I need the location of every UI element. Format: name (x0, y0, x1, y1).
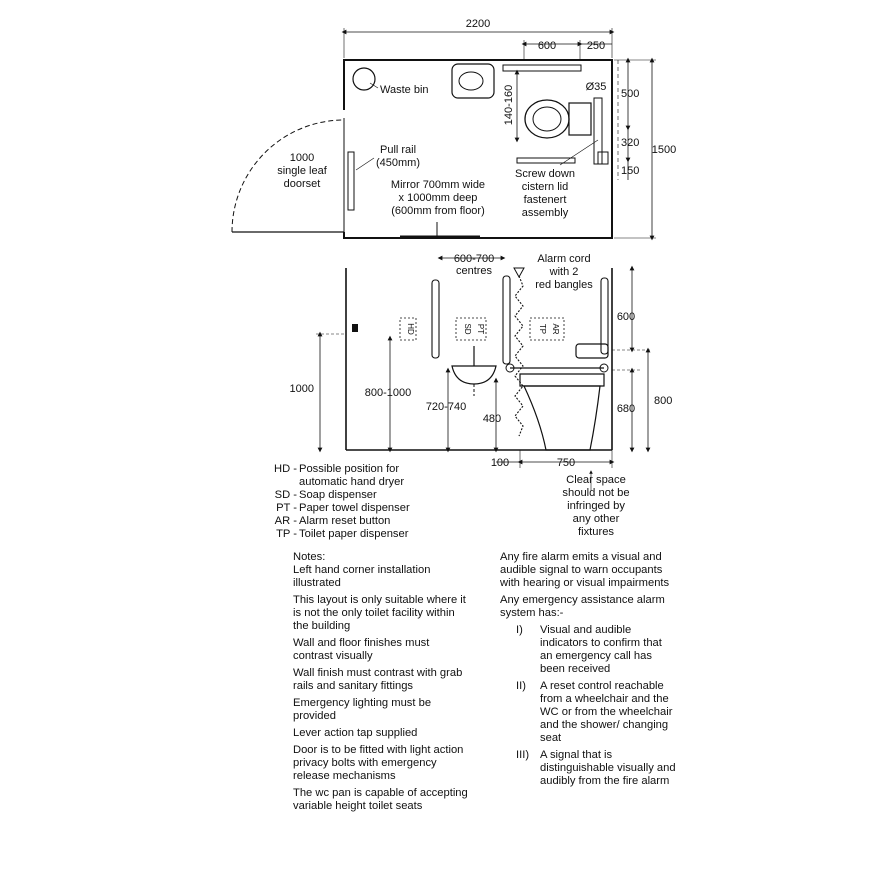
dim-600-elev: 600 (616, 311, 636, 323)
basin (452, 64, 494, 98)
note-item: Lever action tap supplied (293, 727, 418, 739)
plan-view (232, 18, 676, 238)
label-cistern-3: fastenert (523, 194, 567, 206)
legend (264, 463, 484, 541)
tp-holder (598, 152, 608, 164)
note-item: Wall finish must contrast with grab rails and sanitary fittings (293, 667, 463, 692)
clear-space-note: Clear space should not be infringed by any other fixtures (562, 474, 630, 538)
dim-dia35: Ø35 (585, 81, 607, 93)
label-alarm-1: Alarm cord (537, 253, 591, 265)
dim-800: 800 (654, 395, 673, 407)
label-doorset-1: 1000 (289, 152, 315, 164)
legend-row: SD - Soap dispenser (274, 489, 377, 501)
emergency-alarm-paragraph: Any emergency assistance alarm system has:- (500, 594, 665, 619)
basin-elevation (452, 366, 496, 384)
label-pull-rail: Pull rail (380, 144, 417, 156)
dim-320: 320 (621, 137, 640, 149)
dim-500: 500 (621, 88, 640, 100)
dim-600: 600 (537, 40, 557, 52)
dim-250: 250 (586, 40, 606, 52)
vertical-rail-basin (432, 280, 439, 358)
elevation-view (290, 253, 673, 490)
wc-bowl (533, 107, 561, 131)
alarm-item: II) A reset control reachable from a wheelchair and the WC or from the wheelchair and the shower/ changing seat (516, 680, 673, 744)
note-item: Door is to be fitted with light action privacy bolts with emergency release mechanisms (293, 744, 464, 782)
note-item: The wc pan is capable of accepting variable height toilet seats (293, 787, 468, 812)
dim-1500: 1500 (651, 144, 677, 156)
tag-hd: HD (406, 323, 415, 335)
door-handle (352, 324, 358, 332)
dim-centres-1: 600-700 (453, 253, 495, 265)
vertical-rail-wc-left (503, 276, 510, 364)
legend-row: PT - Paper towel dispenser (276, 502, 410, 514)
label-cistern-4: assembly (521, 207, 569, 219)
tag-tp: TP (538, 323, 547, 335)
pull-rail (348, 152, 354, 210)
label-mirror-2: x 1000mm deep (398, 192, 478, 204)
label-doorset-2: single leaf (277, 165, 327, 177)
dim-750: 750 (556, 457, 576, 469)
note-item: Emergency lighting must be provided (293, 697, 432, 722)
dim-150: 150 (621, 165, 640, 177)
alarm-notes (500, 551, 676, 792)
dim-1000-elev: 1000 (289, 383, 314, 395)
wc-seat (520, 374, 604, 386)
label-mirror-3: (600mm from floor) (391, 205, 485, 217)
note-item: Left hand corner installation illustrated (293, 564, 431, 589)
label-alarm-2: with 2 (549, 266, 579, 278)
legend-row: HD - Possible position for (274, 463, 400, 475)
tag-sd: SD (463, 323, 472, 335)
dim-720-740: 720-740 (425, 401, 467, 413)
waste-bin (353, 68, 375, 90)
label-cistern-2: cistern lid (521, 181, 569, 193)
note-item: Wall and floor finishes must contrast visually (293, 637, 430, 662)
alarm-cord (515, 276, 523, 436)
legend-row: automatic hand dryer (299, 476, 405, 488)
alarm-item: III) A signal that is distinguishable visually and audibly from the fire alarm (516, 749, 676, 787)
dim-100: 100 (490, 457, 510, 469)
label-alarm-3: red bangles (535, 279, 593, 291)
cistern-elevation (576, 344, 608, 358)
vertical-rail-wc-right (601, 278, 608, 354)
wc-pan (525, 100, 569, 138)
wc-pan-elevation (524, 386, 600, 450)
alarm-item: I) Visual and audible indicators to confirm that an emergency call has been received (516, 624, 662, 675)
dim-140-160: 140-160 (503, 84, 515, 126)
dim-centres-2: centres (455, 265, 493, 277)
label-mirror-1: Mirror 700mm wide (390, 179, 486, 191)
notes-heading: Notes: (293, 551, 326, 563)
label-pull-rail-size: (450mm) (376, 157, 421, 169)
label-cistern-1: Screw down (515, 168, 575, 180)
dim-800-1000: 800-1000 (364, 387, 412, 399)
cistern (569, 103, 591, 135)
fire-alarm-paragraph: Any fire alarm emits a visual and audible signal to warn occupants with hearing or visual impairments (500, 551, 670, 589)
tag-ar: AR (551, 323, 560, 335)
alarm-pull (514, 268, 524, 277)
legend-row: AR - Alarm reset button (274, 515, 391, 527)
basin-bowl (459, 72, 483, 90)
dim-480: 480 (482, 413, 502, 425)
label-waste-bin: Waste bin (380, 84, 429, 96)
grab-rail-rear (503, 65, 581, 71)
notes (293, 551, 468, 817)
legend-row: TP - Toilet paper dispenser (276, 528, 409, 540)
tag-pt: PT (476, 323, 485, 335)
dim-680: 680 (616, 403, 636, 415)
dim-2200: 2200 (465, 18, 491, 30)
label-doorset-3: doorset (283, 178, 321, 190)
note-item: This layout is only suitable where it is not the only toilet facility within the building (293, 594, 466, 632)
